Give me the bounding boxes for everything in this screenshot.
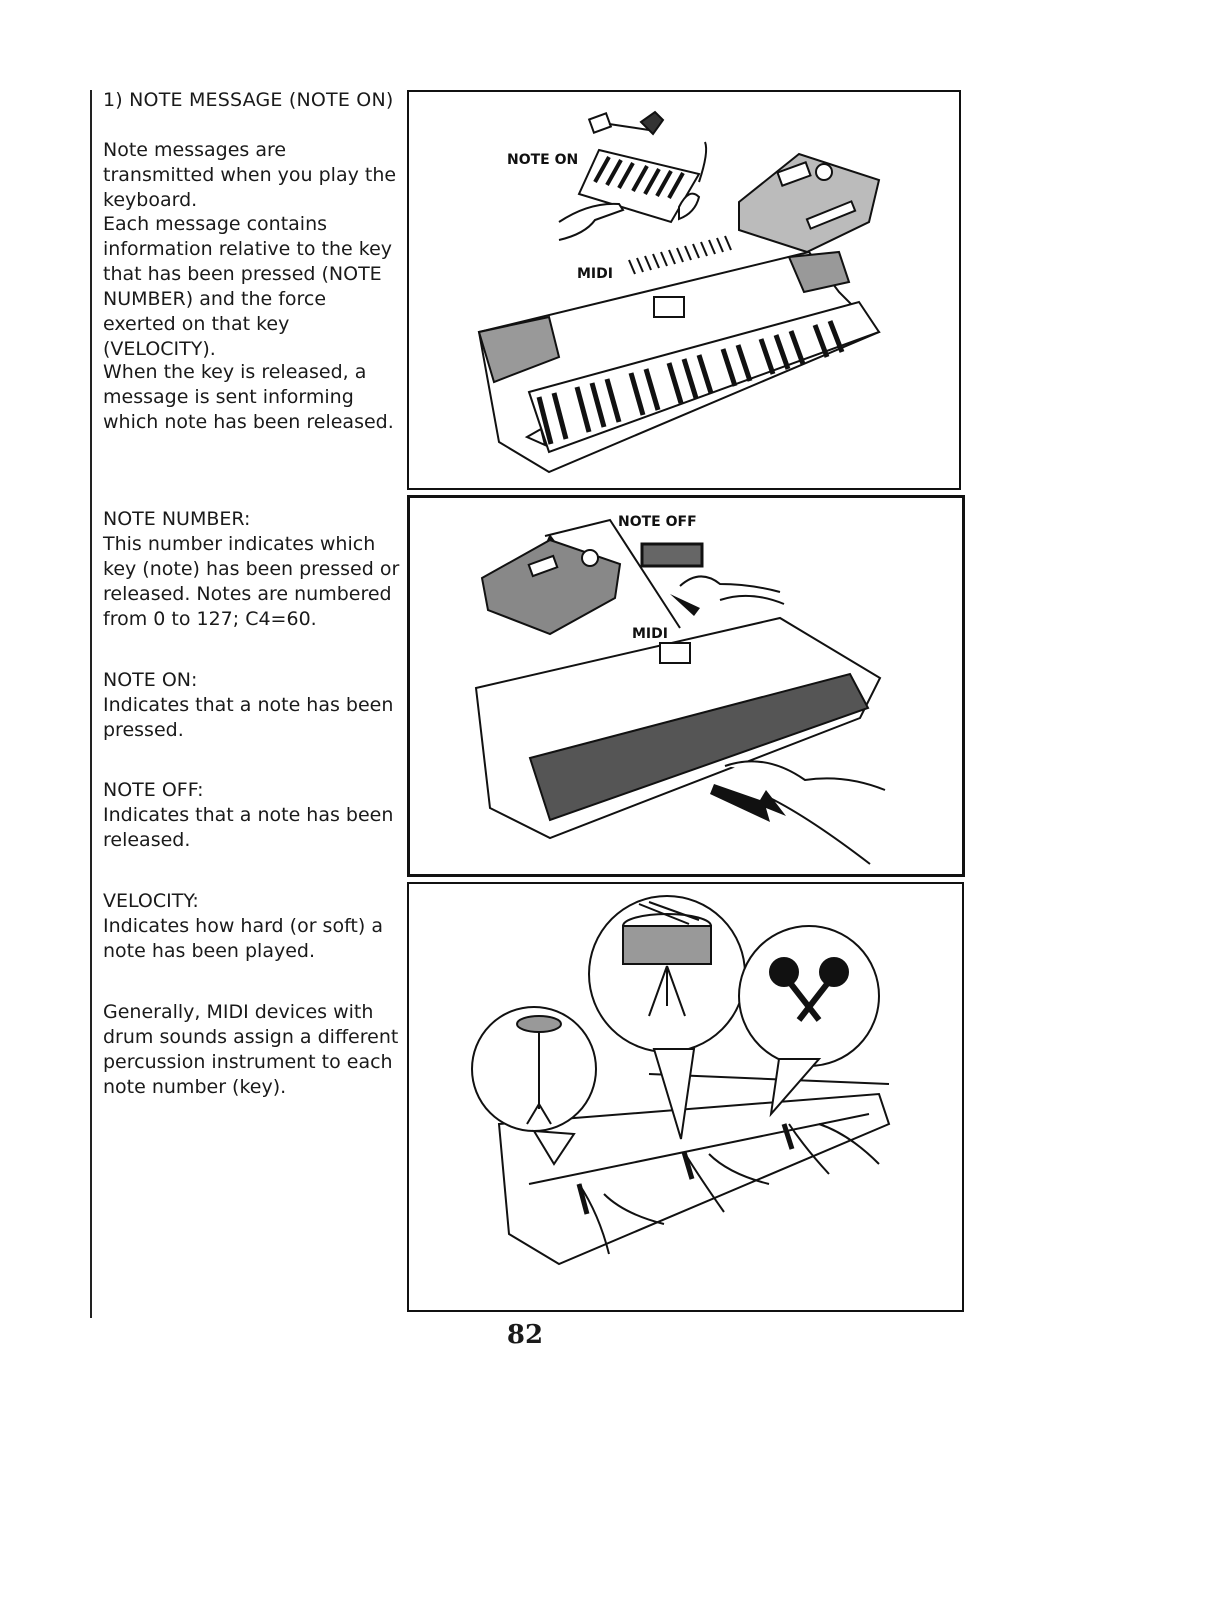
velocity-title: VELOCITY: [103, 890, 199, 912]
note-number-definition [103, 507, 403, 632]
label-note-off: NOTE OFF [618, 514, 697, 530]
note-on-definition [103, 668, 403, 743]
keyboard-instrument-icon [476, 618, 880, 838]
velocity-definition [103, 889, 403, 964]
message-content-paragraph: Each message contains information relative to the key that has been pressed (NOTE NUMBER) and the force exerted on that key (VELOCITY). [103, 213, 392, 360]
arrow-icon [670, 594, 700, 616]
note-off-title: NOTE OFF: [103, 779, 204, 801]
hand-icon [680, 576, 784, 604]
hand-icon [725, 761, 885, 864]
velocity-text: Indicates how hard (or soft) a note has been played. [103, 915, 383, 962]
label-midi: MIDI [632, 626, 668, 642]
figure-note-off [407, 495, 965, 877]
figure-drum-mapping [407, 882, 964, 1312]
figure-note-on [407, 90, 961, 490]
hammer-icon [589, 112, 663, 134]
sequencer-module-icon [482, 540, 620, 634]
section-heading: 1) NOTE MESSAGE (NOTE ON) [103, 89, 394, 111]
release-paragraph: When the key is released, a message is sent informing which note has been released. [103, 361, 394, 433]
note-on-title: NOTE ON: [103, 669, 198, 691]
small-keyboard-icon [642, 544, 702, 566]
note-off-text: Indicates that a note has been released. [103, 804, 394, 851]
margin-rule [90, 90, 92, 1318]
sequencer-module-icon [739, 154, 879, 252]
note-number-text: This number indicates which key (note) has been pressed or released. Notes are numbered from 0 to 127; C4=60. [103, 533, 400, 630]
snare-bubble [589, 896, 745, 1139]
note-on-text: Indicates that a note has been pressed. [103, 694, 394, 741]
keyboard-instrument-icon [479, 252, 879, 472]
note-off-definition [103, 778, 403, 853]
drum-mapping-paragraph: Generally, MIDI devices with drum sounds assign a different percussion instrument to each note number (key). [103, 1001, 399, 1098]
text-column [103, 88, 403, 113]
arrow-icon [710, 784, 786, 822]
page-number: 82 [506, 1320, 544, 1350]
midi-signal-icon [629, 236, 731, 274]
maracas-bubble [739, 926, 879, 1114]
label-midi: MIDI [577, 266, 613, 282]
note-number-title: NOTE NUMBER: [103, 508, 251, 530]
intro-paragraph: Note messages are transmitted when you play the keyboard. [103, 139, 397, 211]
label-note-on: NOTE ON [507, 152, 579, 168]
